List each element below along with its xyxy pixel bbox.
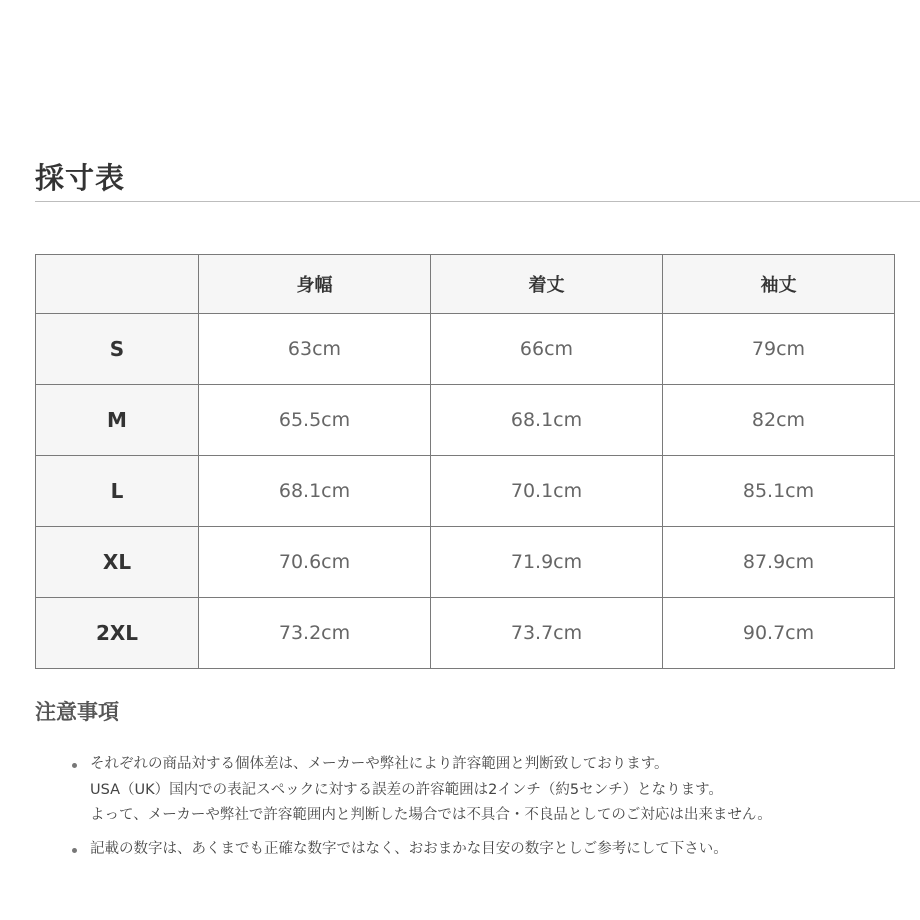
bullet-dot-icon [72, 848, 77, 853]
size-label: 2XL [36, 598, 199, 669]
page-title: 採寸表 [35, 161, 126, 195]
measurement-cell: 68.1cm [199, 456, 431, 527]
measurement-cell: 66cm [431, 314, 663, 385]
table-corner-cell [36, 255, 199, 314]
measurement-cell: 87.9cm [663, 527, 895, 598]
measurement-cell: 63cm [199, 314, 431, 385]
table-header-row [36, 255, 895, 314]
list-item [72, 752, 912, 829]
notes-list [72, 752, 912, 862]
measurement-cell: 65.5cm [199, 385, 431, 456]
note-line: 記載の数字は、あくまでも正確な数字ではなく、おおまかな目安の数字としご参考にして下さい。 [90, 840, 728, 857]
measurement-cell: 82cm [663, 385, 895, 456]
size-label: XL [36, 527, 199, 598]
measurement-cell: 71.9cm [431, 527, 663, 598]
column-header-length: 着丈 [431, 255, 663, 314]
table-row [36, 385, 895, 456]
size-label: M [36, 385, 199, 456]
note-line: USA（UK）国内での表記スペックに対する誤差の許容範囲は2インチ（約5センチ）となります。 [90, 781, 723, 798]
table-row [36, 598, 895, 669]
size-chart-table [35, 254, 895, 669]
notes-title: 注意事項 [35, 700, 119, 724]
table-row [36, 527, 895, 598]
size-label: L [36, 456, 199, 527]
measurement-cell: 73.7cm [431, 598, 663, 669]
column-header-sleeve-length: 袖丈 [663, 255, 895, 314]
measurement-cell: 85.1cm [663, 456, 895, 527]
bullet-dot-icon [72, 763, 77, 768]
measurement-cell: 70.6cm [199, 527, 431, 598]
table-row [36, 314, 895, 385]
measurement-cell: 79cm [663, 314, 895, 385]
note-line: よって、メーカーや弊社で許容範囲内と判断した場合では不具合・不良品としてのご対応は出来ません。 [90, 807, 772, 823]
title-divider [35, 201, 920, 202]
table-row [36, 456, 895, 527]
measurement-cell: 68.1cm [431, 385, 663, 456]
column-header-body-width: 身幅 [199, 255, 431, 314]
measurement-cell: 73.2cm [199, 598, 431, 669]
measurement-cell: 70.1cm [431, 456, 663, 527]
list-item [72, 837, 912, 863]
size-label: S [36, 314, 199, 385]
note-line: それぞれの商品対する個体差は、メーカーや弊社により許容範囲と判断致しております。 [90, 756, 669, 772]
measurement-cell: 90.7cm [663, 598, 895, 669]
